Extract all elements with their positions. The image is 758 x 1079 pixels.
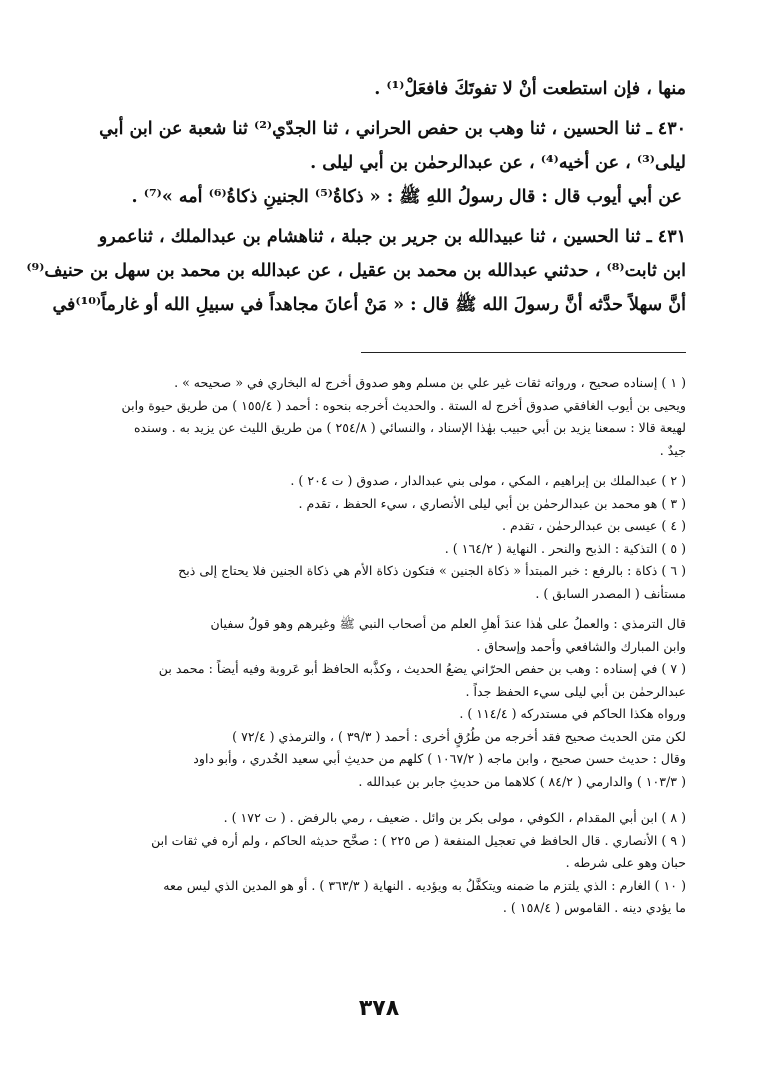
footnote-line: عبدالرحمٰن بن أبي ليلى سيء الحفظ جداً .	[465, 683, 686, 699]
footnotes	[70, 372, 686, 920]
footnote-line: ( ٧ ) في إسناده : وهب بن حفص الحرّاني يضعُ الحديث ، وكذَّبه الحافظ أبو عَروبة وفيه أيضاً : محمد بن	[158, 661, 686, 676]
main-line: منها ، فإن استطعت أنْ لا تفوتَكَ فافعَلْ⁽¹⁾ .	[374, 79, 686, 99]
footnote-line: مستأنف ( المصدر السابق ) .	[535, 585, 686, 601]
footnote-line: لهيعة قالا : سمعنا يزيد بن أبي حبيب بهٰذا الإسناد ، والنسائي ( ٢٥٤/٨ ) من طريق الليث عن يزيد به . وسنده	[133, 420, 686, 435]
footnote-line: ويحيى بن أيوب الغافقي صدوق أخرج له الستة . والحديث أخرجه بنحوه : أحمد ( ١٥٥/٤ ) من طريق حيوة وابن	[121, 397, 686, 413]
main-line: أنَّ سهلاً حدَّثه أنَّ رسولَ الله ﷺ قال : « مَنْ أعانَ مجاهداً في سبيلِ الله أو غارماً⁽¹⁰⁾في	[52, 295, 686, 315]
footnote-line: ( ٨ ) ابن أبي المقدام ، الكوفي ، مولى بكر بن وائل . ضعيف ، رمي بالرفض . ( ت ١٧٢ ) .	[223, 810, 686, 825]
footnote-line: جيدٌ .	[659, 442, 686, 458]
footnote-line: وقال : حديث حسن صحيح ، وابن ماجه ( ١٠٦٧/٢ ) كلهم من حديثِ أبي سعيد الخُدري ، وأبو داود	[193, 751, 686, 766]
page-number: ٣٧٨	[358, 996, 400, 1021]
footnote-line: ( ٢ ) عبدالملك بن إبراهيم ، المكي ، مولى بني عبدالدار ، صدوق ( ت ٢٠٤ ) .	[290, 473, 686, 488]
main-line: ليلى⁽³⁾ ، عن أخيه⁽⁴⁾ ، عن عبدالرحمٰن بن أبي ليلى .	[310, 153, 686, 173]
footnote-divider	[361, 352, 686, 353]
footnote-line: ( ٩ ) الأنصاري . قال الحافظ في تعجيل المنفعة ( ص ٢٢٥ ) : صحَّح حديثه الحاكم ، ولم أره في ثقات ابن	[151, 832, 686, 848]
footnote-line: لكن متن الحديث صحيح فقد أخرجه من طُرُقٍ أخرى : أحمد ( ٣٩/٣ ) ، والترمذي ( ٧٢/٤ )	[232, 728, 686, 744]
footnote-line: ما يؤدي دينه . القاموس ( ١٥٨/٤ ) .	[502, 900, 686, 915]
main-text	[26, 72, 686, 322]
footnote-line: وابن المبارك والشافعي وأحمد وإسحاق .	[476, 638, 686, 654]
footnote-line: ( ٥ ) التذكية : الذبح والنحر . النهاية ( ١٦٤/٢ ) .	[444, 540, 686, 556]
main-line: عن أبي أيوب قال : قال رسولُ اللهِ ﷺ : « ذكاةُ⁽⁵⁾ الجنينِ ذكاةُ⁽⁶⁾ أمه »⁽⁷⁾ .	[131, 187, 682, 207]
footnote-line: ( ١٠٣/٣ ) والدارمي ( ٨٤/٢ ) كلاهما من حديثِ جابر بن عبدالله .	[358, 773, 686, 789]
main-line: ٤٣٠ ـ ثنا الحسين ، ثنا وهب بن حفص الحراني ، ثنا الجدّي⁽²⁾ ثنا شعبة عن ابن أبي	[99, 119, 686, 139]
footnote-line: ( ٤ ) عيسى بن عبدالرحمٰن ، تقدم .	[502, 518, 686, 533]
footnote-line: ورواه هكذا الحاكم في مستدركه ( ١١٤/٤ ) .	[459, 706, 686, 721]
footnote-line: قال الترمذي : والعملُ على هٰذا عندَ أهلِ العلم من أصحاب النبي ﷺ وغيرهم وهو قولُ سفيان	[210, 616, 686, 631]
footnote-line: ( ٦ ) ذكاة : بالرفع : خبر المبتدأ « ذكاة الجنين » فتكون ذكاة الأم هي ذكاة الجنين فلا يحتاج إلى ذبح	[178, 563, 686, 578]
footnote-line: ( ١ ) إسناده صحيح ، ورواته ثقات غير علي بن مسلم وهو صدوق أخرج له البخاري في « صحيحه » .	[174, 375, 686, 390]
footnote-line: ( ١٠ ) الغارم : الذي يلتزم ما ضمنه ويتكفَّلُ به ويؤديه . النهاية ( ٣٦٣/٣ ) . أو هو المدين الذي ليس معه	[163, 877, 686, 893]
main-line: ٤٣١ ـ ثنا الحسين ، ثنا عبيدالله بن جرير بن جبلة ، ثناهشام بن عبدالملك ، ثناعمرو	[98, 227, 686, 247]
main-line: ابن ثابت⁽⁸⁾ ، حدثني عبدالله بن محمد بن عقيل ، عن عبدالله بن محمد بن سهل بن حنيف⁽⁹⁾	[26, 261, 686, 281]
footnote-line: ( ٣ ) هو محمد بن عبدالرحمٰن بن أبي ليلى الأنصاري ، سيء الحفظ ، تقدم .	[298, 495, 686, 511]
footnote-line: حبان وهو على شرطه .	[565, 855, 686, 870]
